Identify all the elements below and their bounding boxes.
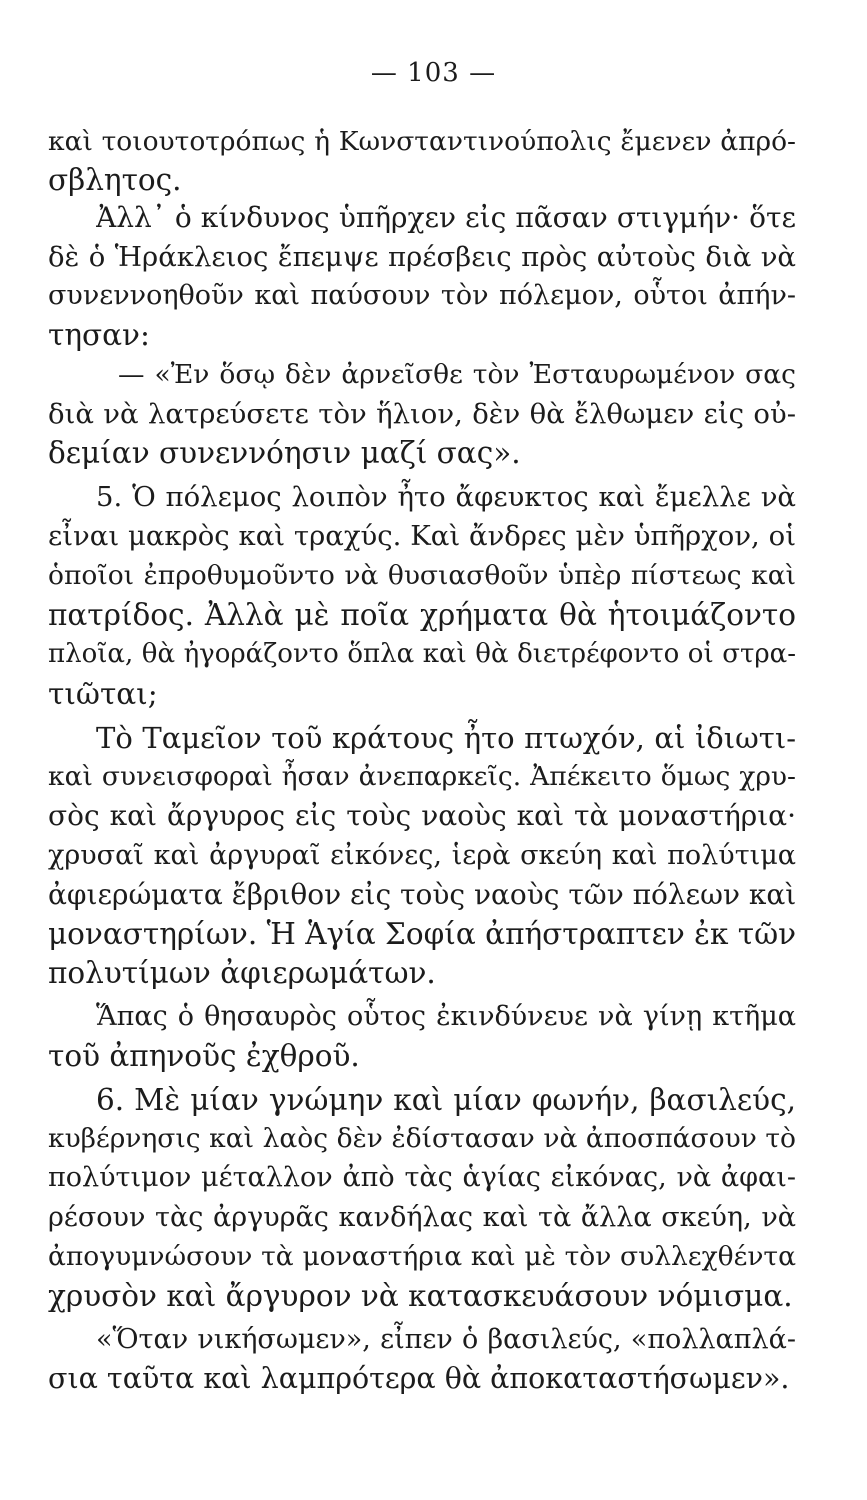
text-line: σια ταῦτα καὶ λαμπρότερα θὰ ἀποκαταστήσωμεν». [48,1362,790,1395]
text-line: κυβέρνησις καὶ λαὸς δὲν ἐδίστασαν νὰ ἀποσπάσουν τὸ [48,1123,796,1154]
text-line: 6. Μὲ μίαν γνώμην καὶ μίαν φωνήν, βασιλεύς, [96,1083,796,1117]
text-line: Ἀλλ᾽ ὁ κίνδυνος ὑπῆρχεν εἰς πᾶσαν στιγμήν· ὅτε [96,201,796,234]
text-line: πολυτίμων ἀφιερωμάτων. [48,956,436,990]
text-line: ἀφιερώματα ἔβριθον εἰς τοὺς ναοὺς τῶν πόλεων καὶ [48,878,796,911]
text-line: σὸς καὶ ἄργυρος εἰς τοὺς ναοὺς καὶ τὰ μοναστήρια· [48,799,796,832]
text-line: Τὸ Ταμεῖον τοῦ κράτους ἦτο πτωχόν, αἱ ἰδιωτι- [96,721,796,755]
text-line: καὶ συνεισφοραὶ ἦσαν ἀνεπαρκεῖς. Ἀπέκειτο ὅμως χρυ- [48,761,796,792]
text-line: δεμίαν συνεννόησιν μαζί σας». [48,436,521,470]
text-line: σβλητος. [48,163,182,197]
text-line: Ἅπας ὁ θησαυρὸς οὗτος ἐκινδύνευε νὰ γίνῃ κτῆμα [96,1001,796,1032]
text-line: μοναστηρίων. Ἡ Ἁγία Σοφία ἀπήστραπτεν ἐκ τῶν [48,917,796,951]
text-line: τοῦ ἀπηνοῦς ἐχθροῦ. [48,1039,360,1073]
text-line: εἶναι μακρὸς καὶ τραχύς. Καὶ ἄνδρες μὲν ὑπῆρχον, οἱ [48,520,796,552]
text-line: πατρίδος. Ἀλλὰ μὲ ποῖα χρήματα θὰ ἡτοιμάζοντο [48,598,796,632]
text-line: χρυσὸν καὶ ἄργυρον νὰ κατασκευάσουν νόμισμα. [48,1279,793,1313]
text-line: ρέσουν τὰς ἀργυρᾶς κανδήλας καὶ τὰ ἄλλα σκεύη, νὰ [48,1202,796,1233]
text-line: τιῶται; [48,677,158,711]
text-line: δὲ ὁ Ἡράκλειος ἔπεμψε πρέσβεις πρὸς αὐτοὺς διὰ νὰ [48,241,796,273]
text-line: πολύτιμον μέταλλον ἀπὸ τὰς ἁγίας εἰκόνας, νὰ ἀφαι- [48,1162,796,1193]
text-line: πλοῖα, θὰ ἠγοράζοντο ὅπλα καὶ θὰ διετρέφοντο οἱ στρα- [48,639,796,669]
text-line: τησαν: [48,318,150,352]
text-line: συνεννοηθοῦν καὶ παύσουν τὸν πόλεμον, οὗτοι ἀπήν- [48,280,796,311]
text-line: καὶ τοιουτοτρόπως ἡ Κωνσταντινούπολις ἔμενεν ἀπρό- [48,126,796,157]
text-line: ὁποῖοι ἐπροθυμοῦντο νὰ θυσιασθοῦν ὑπὲρ πίστεως καὶ [48,560,796,591]
text-line: — «Ἐν ὅσῳ δὲν ἀρνεῖσθε τὸν Ἐσταυρωμένον σας [118,359,796,390]
text-line: 5. Ὁ πόλεμος λοιπὸν ἦτο ἄφευκτος καὶ ἔμελλε νὰ [96,481,796,513]
page-number: — 103 — [370,58,497,88]
text-line: ἀπογυμνώσουν τὰ μοναστήρια καὶ μὲ τὸν συλλεχθέντα [48,1241,796,1272]
text-line: χρυσαῖ καὶ ἀργυραῖ εἰκόνες, ἱερὰ σκεύη καὶ πολύτιμα [48,840,796,871]
text-line: διὰ νὰ λατρεύσετε τὸν ἥλιον, δὲν θὰ ἔλθωμεν εἰς οὐ- [48,398,796,430]
text-line: «Ὅταν νικήσωμεν», εἶπεν ὁ βασιλεύς, «πολλαπλά- [96,1324,796,1355]
